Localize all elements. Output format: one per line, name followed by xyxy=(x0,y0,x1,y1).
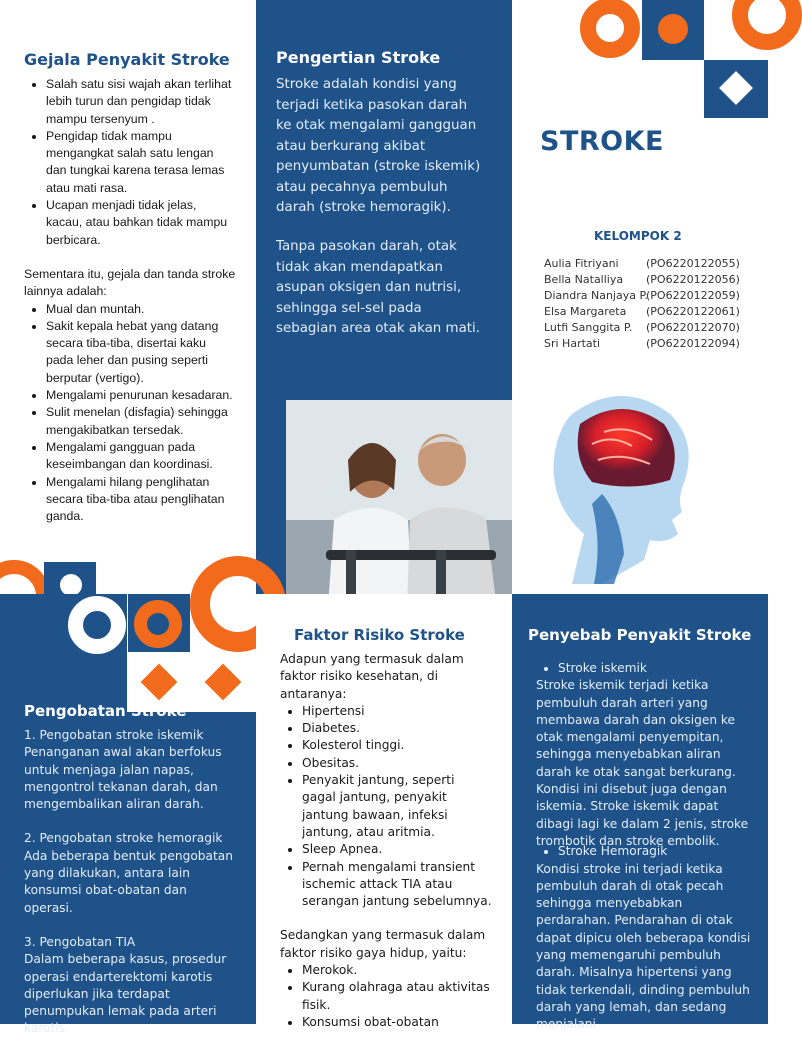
member-row xyxy=(544,336,766,352)
gejala-title: Gejala Penyakit Stroke xyxy=(24,50,230,69)
treatment-3-body: Dalam beberapa kasus, prosedur operasi endarterektomi karotis diperlukan jika terdapat penumpukan lemak pada arteri karotis. xyxy=(24,952,227,1036)
symptom-item: • Mengalami hilang penglihatan secara tiba-tiba atau penglihatan ganda. xyxy=(46,474,236,526)
faktor-list-2 xyxy=(280,962,492,1031)
penyebab-title: Penyebab Penyakit Stroke xyxy=(528,626,752,644)
treatment-3-heading: 3. Pengobatan TIA xyxy=(24,934,136,949)
member-id: (PO6220122055) xyxy=(646,257,740,270)
member-name: Bella Natalliya xyxy=(544,273,624,286)
orange-arc-deco xyxy=(732,0,802,50)
member-id: (PO6220122094) xyxy=(646,337,740,350)
symptom-item: • Mual dan muntah. xyxy=(46,301,236,318)
brain-illustration xyxy=(532,384,702,594)
cover-title: STROKE xyxy=(540,126,664,157)
cause-2-body: Kondisi stroke ini terjadi ketika pembuluh darah di otak pecah sehingga menyebabkan perdarahan. Pendarahan di otak dapat dipicu oleh beberapa kondisi yang memengaruhi pembuluh darah. Misalnya hipertensi yang tidak terkendali, dinding pembuluh darah yang lemah, dan sedang menjalani xyxy=(536,861,751,1032)
risk-factor-item: • Pernah mengalami transient ischemic attack TIA atau serangan jantung sebelumnya. xyxy=(302,859,492,911)
faktor-title: Faktor Risiko Stroke xyxy=(294,626,465,644)
symptom-item: • Pengidap tidak mampu mengangkat salah satu lengan dan tungkai karena terasa lemas atau mati rasa. xyxy=(46,128,236,197)
gejala-panel xyxy=(0,0,256,594)
symptom-item: • Mengalami gangguan pada keseimbangan dan koordinasi. xyxy=(46,439,236,474)
white-ring-deco xyxy=(68,596,126,654)
member-name: Sri Hartati xyxy=(544,337,601,350)
risk-factor-item: • Konsumsi obat-obatan xyxy=(302,1014,492,1031)
cover-panel xyxy=(512,0,768,594)
symptom-item: • Salah satu sisi wajah akan terlihat lebih turun dan pengidap tidak mampu tersenyum . xyxy=(46,76,236,128)
symptom-item: • Sulit menelan (disfagia) sehingga mengakibatkan tersedak. xyxy=(46,404,236,439)
pengertian-paragraph-1: Stroke adalah kondisi yang terjadi ketika pasokan darah ke otak mengalami gangguan atau berkurang akibat penyumbatan (stroke iskemik) atau pecahnya pembuluh darah (stroke hemoragik). xyxy=(276,77,481,215)
risk-factor-item: • Merokok. xyxy=(302,962,492,979)
risk-factor-item: • Obesitas. xyxy=(302,755,492,772)
member-name: Aulia Fitriyani xyxy=(544,257,619,270)
group-name: KELOMPOK 2 xyxy=(594,229,682,243)
member-name: Lutfi Sanggita P. xyxy=(544,321,633,334)
treatment-2-heading: 2. Pengobatan stroke hemoragik xyxy=(24,831,223,846)
pengobatan-panel xyxy=(0,594,256,1036)
risk-factor-item: • Hipertensi xyxy=(302,703,492,720)
orange-dot-deco xyxy=(658,14,688,44)
treatment-1-heading: 1. Pengobatan stroke iskemik xyxy=(24,728,204,742)
cause-2-heading: • Stroke Hemoragik xyxy=(558,843,754,860)
member-id: (PO6220122061) xyxy=(646,305,740,318)
gejala-intro-2: Sementara itu, gejala dan tanda stroke lainnya adalah: xyxy=(24,266,236,299)
member-row xyxy=(544,256,766,272)
member-id: (PO6220122059) xyxy=(646,289,740,302)
member-id: (PO6220122056) xyxy=(646,273,740,286)
gejala-list-2 xyxy=(24,301,236,526)
risk-factor-item: • Kurang olahraga atau aktivitas fisik. xyxy=(302,979,492,1014)
white-dot-deco xyxy=(60,574,82,596)
member-name: Diandra Nanjaya P. xyxy=(544,289,648,302)
pengertian-paragraph-2: Tanpa pasokan darah, otak tidak akan mendapatkan asupan oksigen dan nutrisi, sehingga sel-sel pada sebagian area otak akan mati. xyxy=(276,239,481,336)
penyebab-panel xyxy=(512,594,768,1032)
risk-factor-item: • Diabetes. xyxy=(302,720,492,737)
faktor-list-1 xyxy=(280,703,492,911)
gejala-list-1 xyxy=(24,76,236,249)
member-id: (PO6220122070) xyxy=(646,321,740,334)
orange-ring-deco xyxy=(134,600,182,648)
symptom-item: • Sakit kepala hebat yang datang secara tiba-tiba, disertai kaku pada leher dan pusing seperti berputar (vertigo). xyxy=(46,318,236,387)
pengertian-title: Pengertian Stroke xyxy=(276,48,441,67)
cause-1-heading: • Stroke iskemik xyxy=(558,660,754,677)
orange-ring-deco xyxy=(580,0,640,58)
cause-1-body: Stroke iskemik terjadi ketika pembuluh darah arteri yang membawa darah dan oksigen ke otak mengalami penyempitan, sehingga menyebabkan aliran darah ke otak sangat berkurang. Kondisi ini disebut juga dengan iskemia. Stroke iskemik dapat dibagi lagi ke dalam 2 jenis, stroke trombotik dan stroke embolik. xyxy=(536,678,749,848)
member-row xyxy=(544,288,766,304)
member-name: Elsa Margareta xyxy=(544,305,627,318)
pengobatan-title: Pengobatan Stroke xyxy=(24,702,187,720)
member-row xyxy=(544,272,766,288)
symptom-item: • Mengalami penurunan kesadaran. xyxy=(46,387,236,404)
member-row xyxy=(544,304,766,320)
member-row xyxy=(544,320,766,336)
treatment-1-body: Penanganan awal akan berfokus untuk menjaga jalan napas, mengontrol tekanan darah, dan mengembalikan aliran darah. xyxy=(24,745,222,812)
pengertian-panel xyxy=(256,0,512,594)
symptom-item: • Ucapan menjadi tidak jelas, kacau, atau bahkan tidak mampu berbicara. xyxy=(46,197,236,249)
member-list xyxy=(544,256,766,352)
faktor-intro-2: Sedangkan yang termasuk dalam faktor risiko gaya hidup, yaitu: xyxy=(280,928,486,960)
risk-factor-item: • Sleep Apnea. xyxy=(302,841,492,858)
risk-factor-item: • Kolesterol tinggi. xyxy=(302,737,492,754)
faktor-intro-1: Adapun yang termasuk dalam faktor risiko kesehatan, di antaranya: xyxy=(280,652,464,701)
risk-factor-item: • Penyakit jantung, seperti gagal jantung, penyakit jantung bawaan, infeksi jantung, atau aritmia. xyxy=(302,772,492,841)
treatment-2-body: Ada beberapa bentuk pengobatan yang dilakukan, antara lain konsumsi obat-obatan dan operasi. xyxy=(24,848,233,915)
faktor-panel xyxy=(256,594,512,1029)
